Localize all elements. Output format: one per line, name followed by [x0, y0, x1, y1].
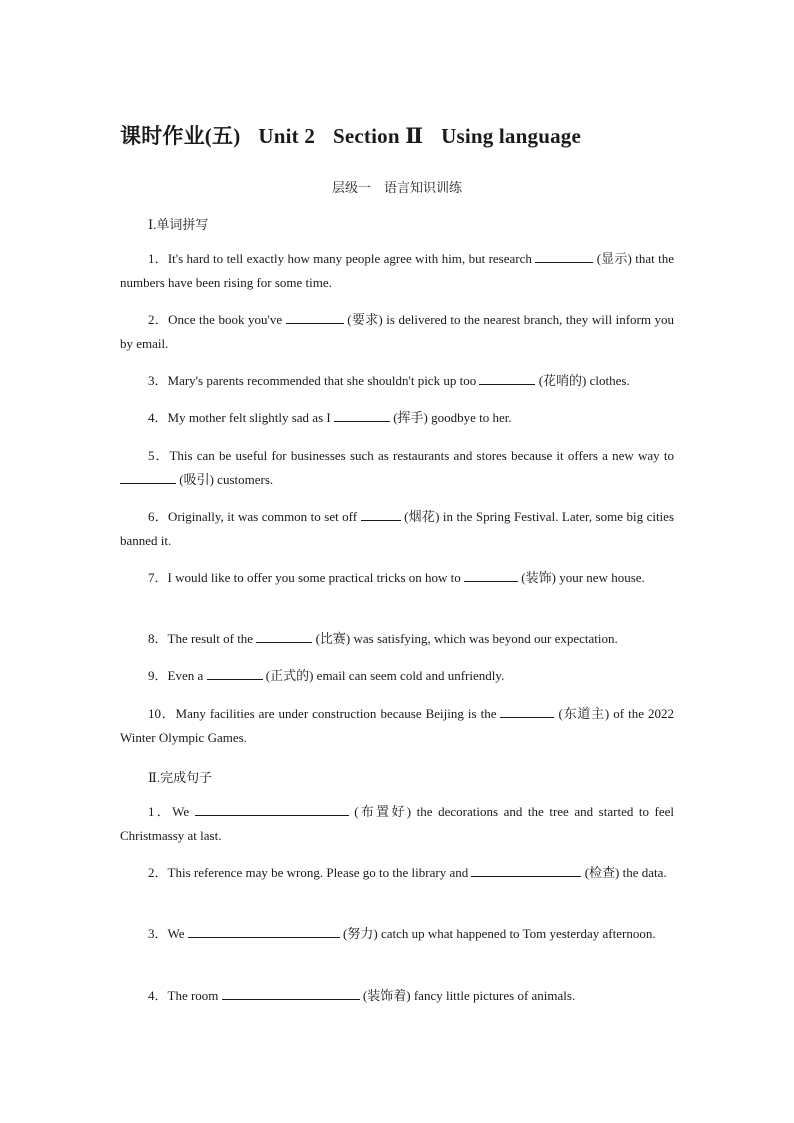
level-heading: 层级一 语言知识训练 — [331, 180, 462, 195]
part1-question-9: 9．Even a (正式的) email can seem cold and unfriendly. — [120, 664, 674, 688]
answer-blank[interactable] — [471, 862, 581, 877]
part1-question-8: 8．The result of the (比赛) was satisfying, which was beyond our expectation. — [120, 627, 674, 651]
answer-blank[interactable] — [120, 469, 176, 484]
answer-blank[interactable] — [256, 628, 312, 643]
answer-blank[interactable] — [361, 506, 401, 521]
title-chinese: 课时作业(五) — [120, 124, 241, 148]
answer-blank[interactable] — [464, 567, 518, 582]
answer-blank[interactable] — [286, 309, 344, 324]
answer-blank[interactable] — [188, 923, 340, 938]
part2-question-3: 3．We (努力) catch up what happened to Tom yesterday afternoon. — [120, 922, 674, 946]
part1-question-4: 4．My mother felt slightly sad as I (挥手) goodbye to her. — [120, 406, 674, 430]
part1-question-7: 7．I would like to offer you some practical tricks on how to (装饰) your new house. — [120, 566, 674, 590]
part1-question-10: 10．Many facilities are under construction because Beijing is the (东道主) of the 2022 Winter Olympic Games. — [120, 702, 674, 750]
title-unit: Unit 2 — [258, 124, 316, 148]
answer-blank[interactable] — [535, 248, 593, 263]
part2-question-2: 2．This reference may be wrong. Please go to the library and (检查) the data. — [120, 861, 674, 885]
part2-question-4: 4．The room (装饰着) fancy little pictures of animals. — [120, 984, 674, 1008]
title-section: Section Ⅱ — [333, 124, 424, 148]
part1-heading: Ⅰ.单词拼写 — [148, 217, 209, 232]
title-topic: Using language — [441, 124, 582, 148]
part2-question-1: 1．We (布置好) the decorations and the tree and started to feel Christmassy at last. — [120, 800, 674, 848]
answer-blank[interactable] — [479, 370, 535, 385]
answer-blank[interactable] — [500, 703, 554, 718]
part2-heading: Ⅱ.完成句子 — [148, 770, 213, 785]
part1-question-6: 6．Originally, it was common to set off (烟花) in the Spring Festival. Later, some big cities banned it. — [120, 505, 674, 553]
part1-question-2: 2．Once the book you've (要求) is delivered to the nearest branch, they will inform you by email. — [120, 308, 674, 356]
answer-blank[interactable] — [207, 665, 263, 680]
part1-question-5: 5．This can be useful for businesses such as restaurants and stores because it offers a new way to (吸引) customers. — [120, 444, 674, 492]
answer-blank[interactable] — [334, 407, 390, 422]
part1-question-3: 3．Mary's parents recommended that she shouldn't pick up too (花哨的) clothes. — [120, 369, 674, 393]
answer-blank[interactable] — [222, 985, 360, 1000]
page-title — [120, 120, 581, 150]
answer-blank[interactable] — [195, 801, 349, 816]
part1-question-1: 1．It's hard to tell exactly how many people agree with him, but research (显示) that the numbers have been rising for some time. — [120, 247, 674, 295]
